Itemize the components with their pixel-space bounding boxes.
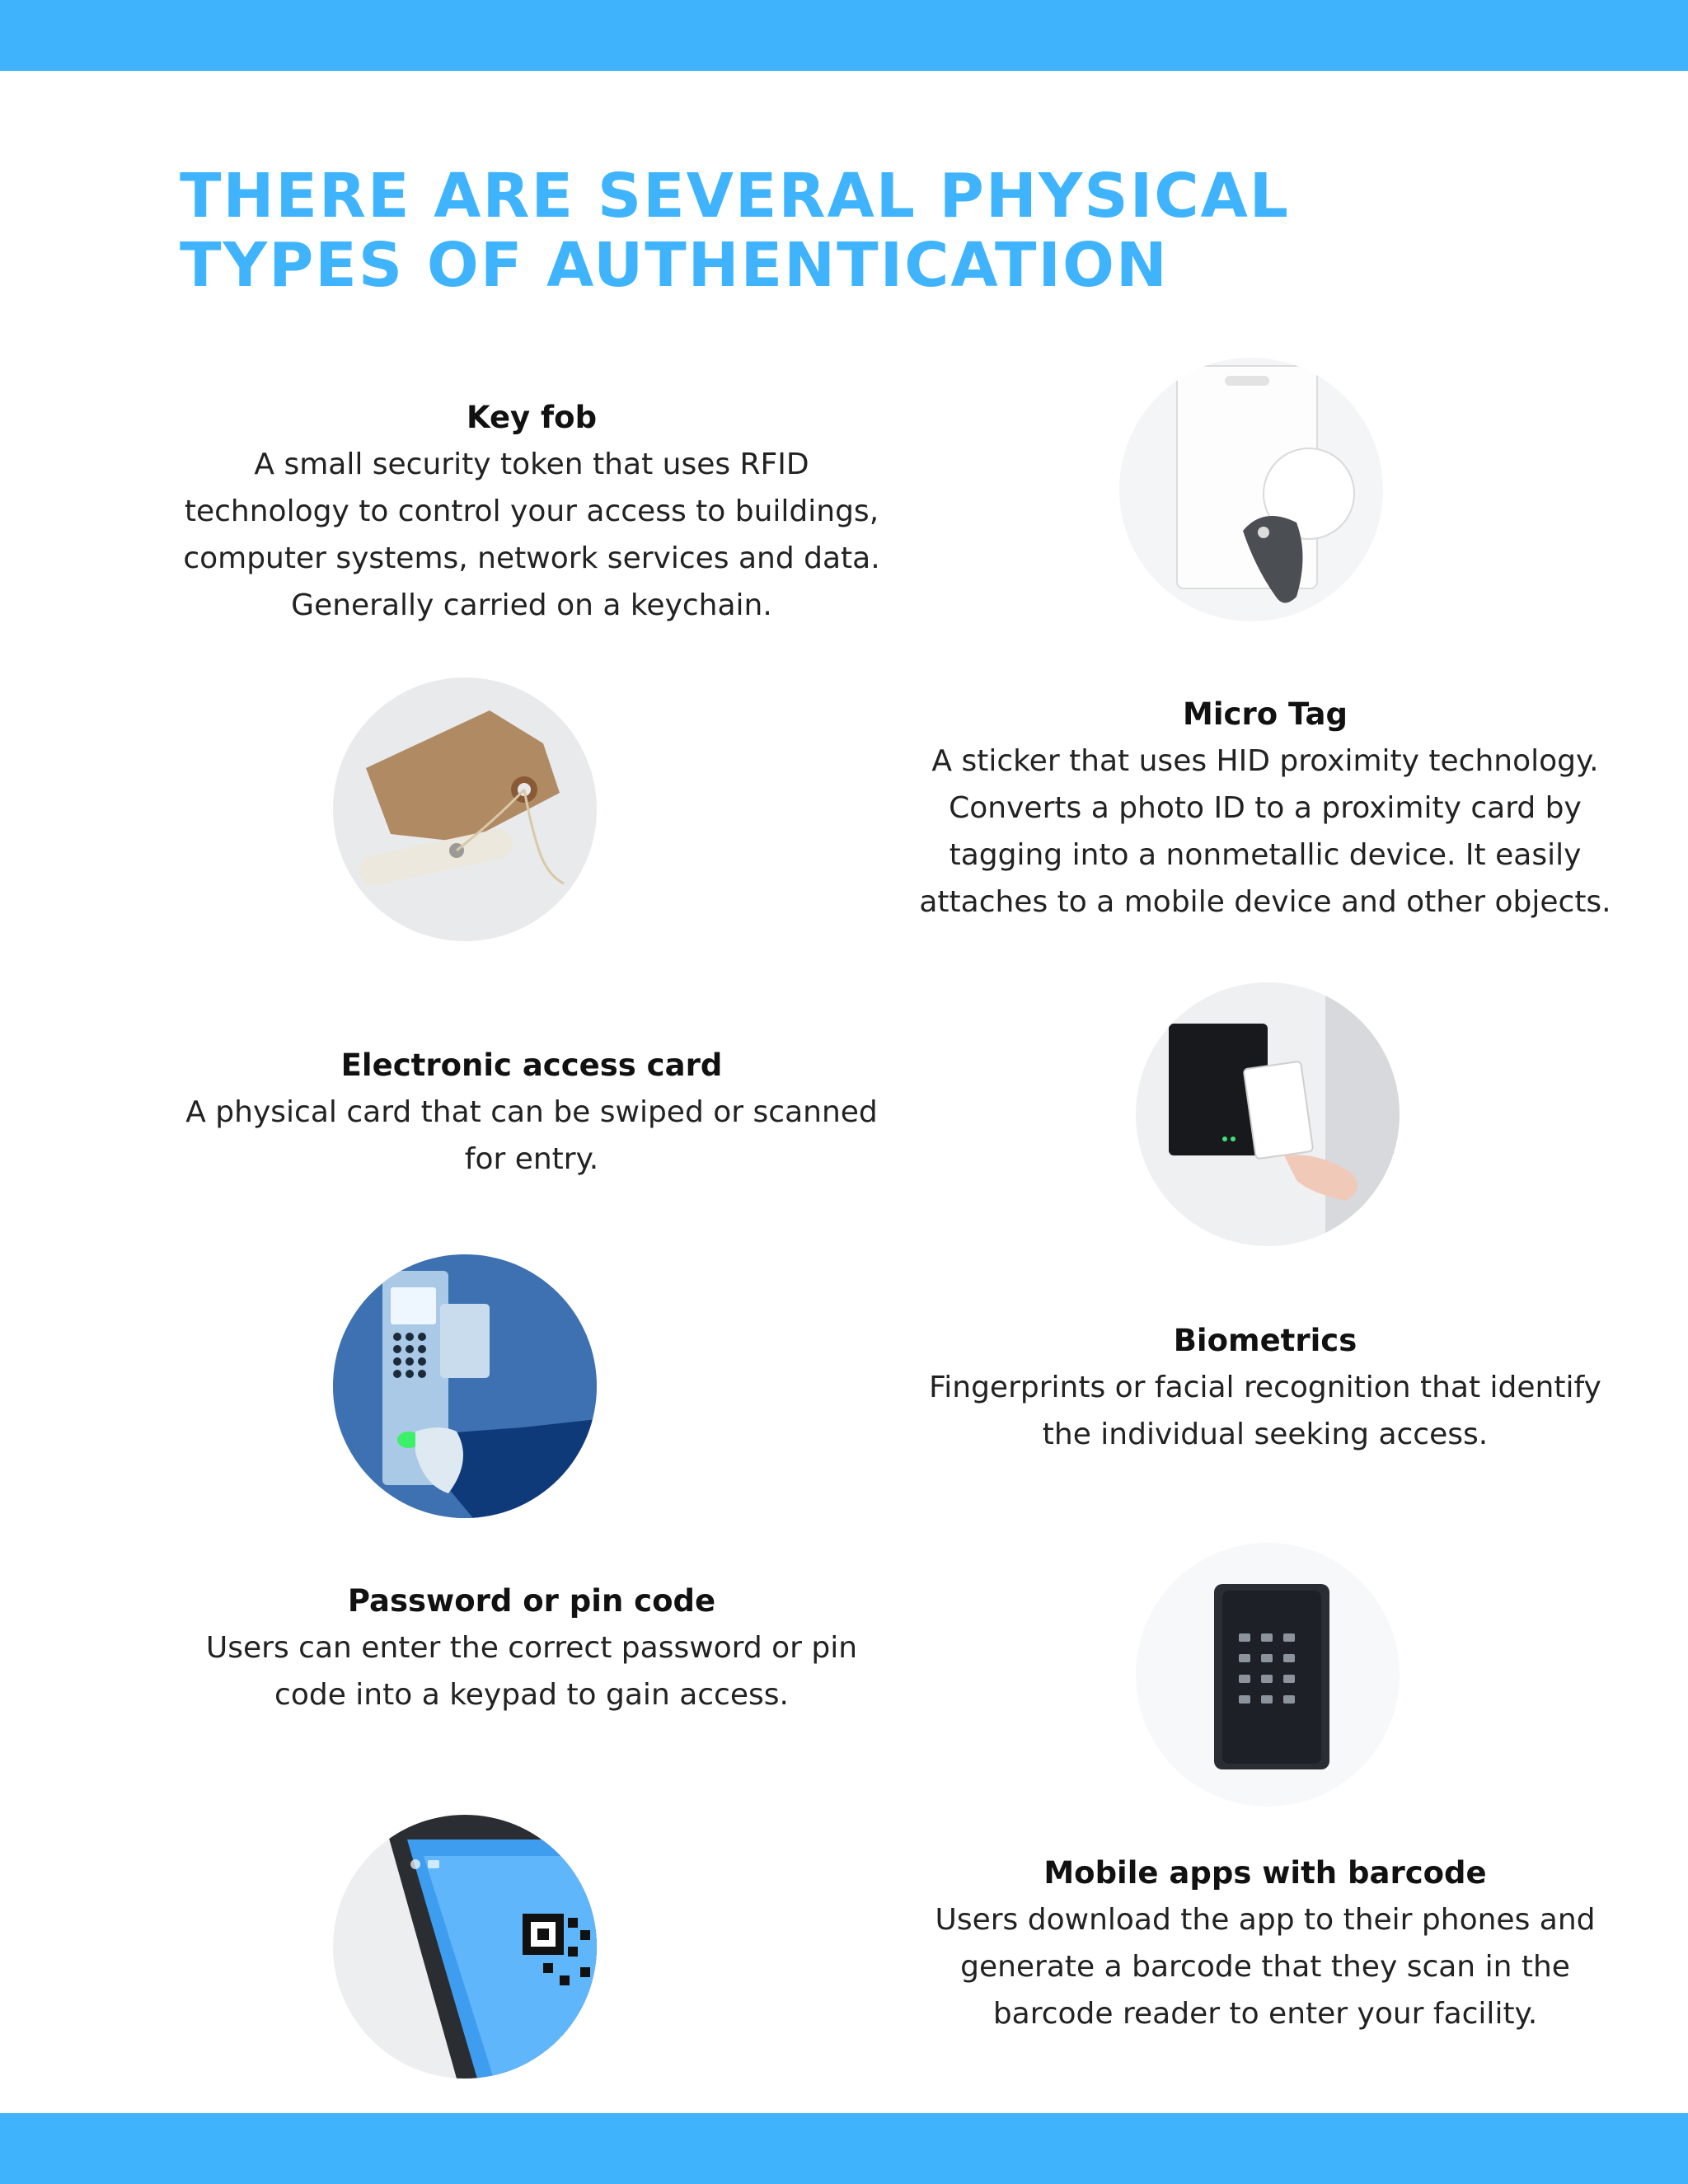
item-heading: Mobile apps with barcode bbox=[1043, 1855, 1487, 1891]
item-description: Fingerprints or facial recognition that identify the individual seeking access. bbox=[929, 1371, 1601, 1451]
micro-tag-photo bbox=[333, 677, 597, 941]
item-description: Users download the app to their phones and generate a barcode that they scan in the barcode reader to enter your facility. bbox=[935, 1903, 1596, 2031]
item-description: A physical card that can be swiped or scanned for entry. bbox=[185, 1095, 878, 1176]
keypad-photo bbox=[1136, 1543, 1400, 1807]
bottom-accent-bar bbox=[0, 2113, 1688, 2184]
access-card-photo bbox=[1136, 982, 1400, 1246]
item-heading: Password or pin code bbox=[347, 1583, 716, 1619]
item-electronic-access-card bbox=[177, 1042, 886, 1183]
mobile-barcode-photo bbox=[333, 1815, 597, 2079]
item-mobile-apps-barcode bbox=[911, 1849, 1620, 2037]
item-description: A small security token that uses RFID technology to control your access to buildings, computer systems, network services and data. Generally carried on a keychain. bbox=[183, 448, 880, 622]
item-micro-tag bbox=[911, 691, 1620, 926]
biometrics-photo bbox=[333, 1254, 597, 1518]
item-heading: Micro Tag bbox=[1183, 696, 1348, 732]
item-description: A sticker that uses HID proximity technology. Converts a photo ID to a proximity card by tagging into a nonmetallic device. It easily attaches to a mobile device and other objects. bbox=[919, 744, 1611, 919]
item-password-pin bbox=[177, 1577, 886, 1718]
top-accent-bar bbox=[0, 0, 1688, 71]
item-heading: Electronic access card bbox=[340, 1047, 723, 1083]
item-heading: Biometrics bbox=[1173, 1323, 1357, 1358]
key-fob-photo bbox=[1119, 358, 1383, 621]
item-description: Users can enter the correct password or pin code into a keypad to gain access. bbox=[205, 1631, 858, 1712]
item-heading: Key fob bbox=[466, 400, 598, 435]
page-title: THERE ARE SEVERAL PHYSICAL TYPES OF AUTHENTICATION bbox=[180, 161, 1290, 301]
item-biometrics bbox=[911, 1317, 1620, 1458]
item-key-fob bbox=[177, 394, 886, 629]
